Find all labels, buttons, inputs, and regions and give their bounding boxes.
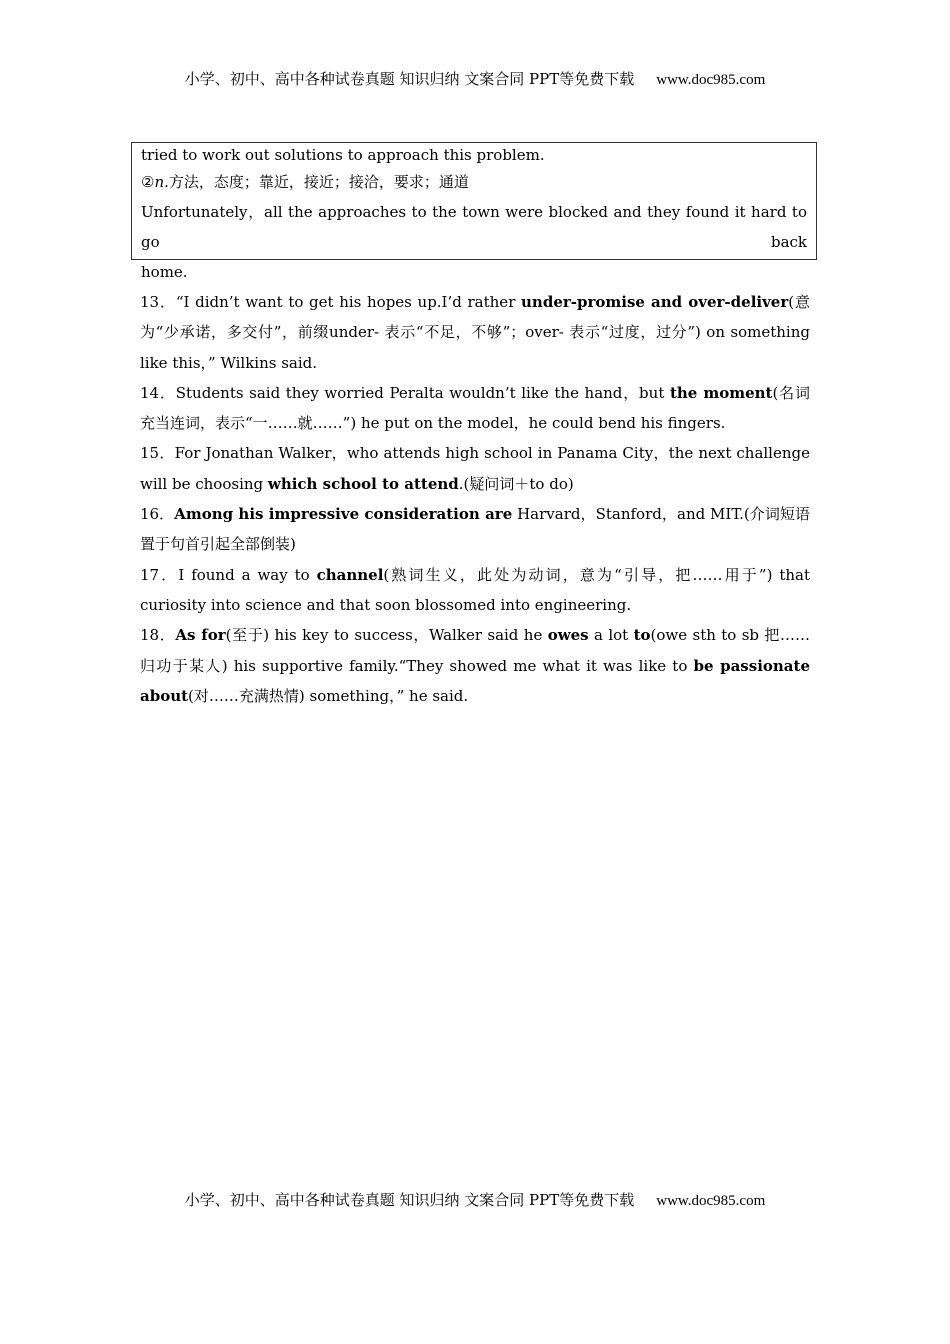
- sentence-14: [140, 378, 810, 439]
- box-line-4: home.: [141, 263, 188, 281]
- sentence-18-keyphrase-1: As for: [175, 626, 226, 645]
- footer-text: 小学、初中、高中各种试卷真题 知识归纳 文案合同 PPT等免费下载: [184, 1191, 635, 1209]
- sentence-18-keyphrase-3: to: [633, 626, 651, 645]
- sentence-14-keyphrase: the moment: [669, 383, 773, 402]
- sentence-15-note: .(疑问词＋to do): [458, 474, 574, 493]
- footer-site-link[interactable]: www.doc985.com: [656, 1193, 766, 1209]
- sentence-16-text: 16．: [140, 505, 175, 524]
- header-site-link[interactable]: www.doc985.com: [656, 72, 766, 88]
- sentence-15-text: 15．For Jonathan Walker，who attends high school in Panama City，the next challenge will be choosing: [140, 444, 810, 493]
- sentence-13-note: (意为“少承诺，多交付”，前缀under- 表示“不足，不够”；over- 表示“过度，过分”) on something like this，” Wilkins said.: [140, 293, 810, 372]
- box-line-3: Unfortunately，all the approaches to the town were blocked and they found it hard to go back: [141, 203, 807, 251]
- sentence-18-text-2: a lot: [588, 626, 634, 645]
- sentence-list: [140, 287, 810, 711]
- page-footer: [0, 1190, 950, 1211]
- sentence-18-keyphrase-2: owes: [547, 626, 589, 645]
- header-text: 小学、初中、高中各种试卷真题 知识归纳 文案合同 PPT等免费下载: [184, 70, 635, 88]
- vocabulary-box: [131, 142, 817, 281]
- sentence-17-text: 17．I found a way to: [140, 565, 317, 584]
- sentence-17-keyphrase: channel: [316, 565, 384, 584]
- sentence-18-number: 18．: [140, 626, 176, 645]
- sentence-17-note: (熟词生义，此处为动词，意为“引导，把……用于”) that curiosity into science and that soon blossomed into engineering.: [140, 565, 810, 614]
- box-line-2-pos: n.: [154, 173, 169, 191]
- sentence-13-text: 13．“I didn’t want to get his hopes up.I’d rather: [140, 293, 522, 311]
- sentence-16-note: Harvard，Stanford，and MIT.(介词短语置于句首引起全部倒装): [140, 505, 811, 554]
- sentence-13-keyphrase: under-promise and over-deliver: [521, 293, 789, 311]
- sentence-18-keyphrase-4: be passionate about: [140, 656, 810, 705]
- sentence-18-text-1: (至于) his key to success，Walker said he: [225, 626, 548, 645]
- sentence-15-keyphrase: which school to attend: [267, 474, 459, 493]
- sentence-15: [140, 438, 810, 499]
- sentence-14-text: 14．Students said they worried Peralta wouldn’t like the hand，but: [140, 383, 670, 402]
- box-line-2-number: ②: [141, 173, 155, 191]
- sentence-18: [140, 620, 810, 711]
- sentence-18-text-4: (对……充满热情) something，” he said.: [188, 686, 469, 705]
- box-line-2-text: 方法，态度；靠近，接近；接洽，要求；通道: [168, 173, 469, 191]
- sentence-14-note: (名词充当连词，表示“一……就……”) he put on the model，he could bend his fingers.: [140, 383, 810, 433]
- box-line-2: [141, 167, 807, 197]
- box-line-1: tried to work out solutions to approach this problem.: [141, 146, 545, 164]
- sentence-16-keyphrase: Among his impressive consideration are: [174, 505, 513, 524]
- page-header: [0, 69, 950, 90]
- sentence-17: [140, 560, 810, 621]
- sentence-16: [140, 499, 810, 560]
- sentence-18-text-3: (owe sth to sb 把……归功于某人) his supportive family.“They showed me what it was like to: [140, 626, 810, 675]
- sentence-13: [140, 287, 810, 378]
